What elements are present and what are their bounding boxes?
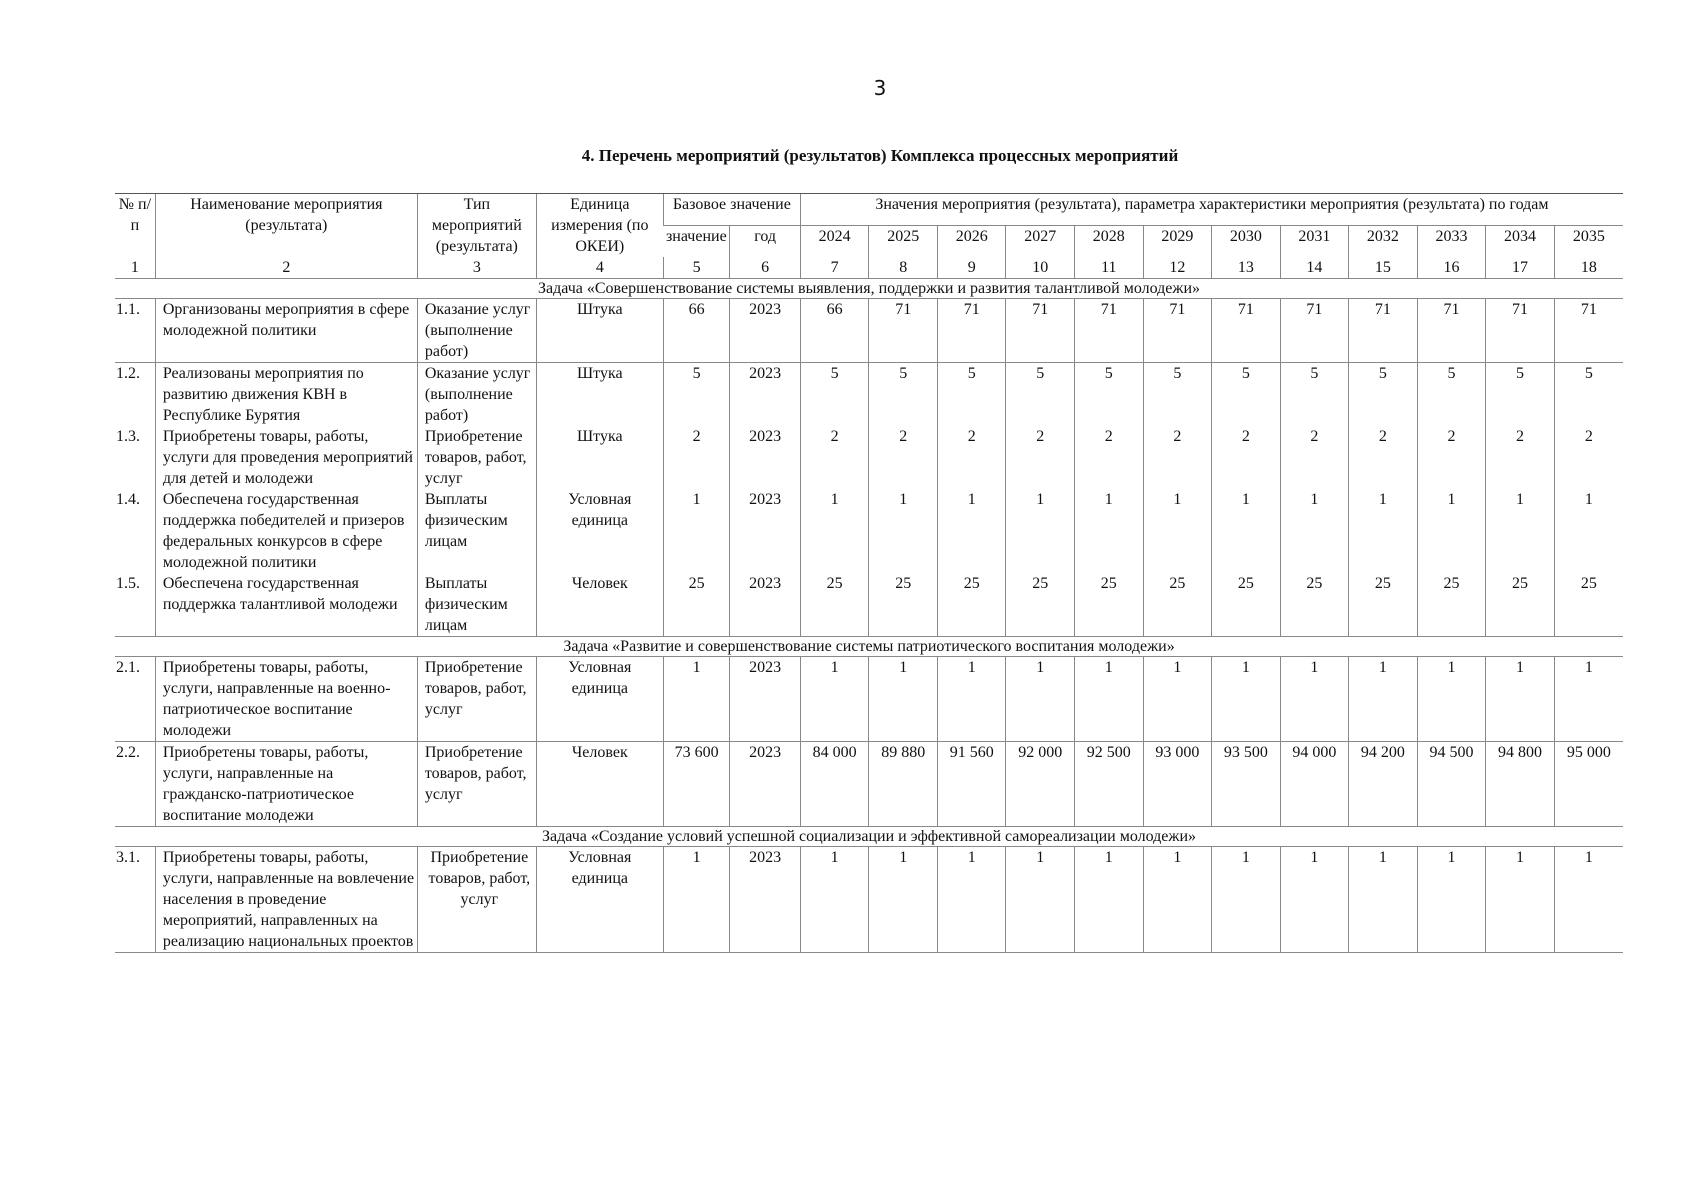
table-row [115,363,1623,427]
row-year-value: 94 200 [1349,742,1418,827]
row-year-value: 5 [1006,363,1075,427]
row-year-value: 2 [1006,426,1075,489]
row-year-value: 71 [1280,299,1349,363]
header-years-group: Значения мероприятия (результата), параметра характеристики мероприятия (результата) по годам [800,194,1623,226]
row-base-value: 66 [663,299,730,363]
task-row [115,827,1623,847]
row-year-value: 5 [1280,363,1349,427]
header-column-number: 6 [730,257,801,279]
header-column-number: 8 [869,257,938,279]
row-type: Приобретение товаров, работ, услуг [417,847,536,953]
header-column-numbers [115,257,1623,279]
table-row [115,489,1623,573]
row-year-value: 1 [1280,847,1349,953]
row-type: Приобретение товаров, работ, услуг [417,426,536,489]
row-year-value: 1 [1006,489,1075,573]
row-year-value: 5 [1212,363,1281,427]
row-year-value: 2 [937,426,1006,489]
task-title: Задача «Совершенствование системы выявления, поддержки и развития талантливой молодежи» [115,279,1623,299]
row-year-value: 1 [1075,657,1144,742]
row-year-value: 5 [1143,363,1212,427]
row-year-value: 2 [1486,426,1555,489]
header-base-year: год [730,226,801,257]
header-year: 2027 [1006,226,1075,257]
row-year-value: 1 [1006,847,1075,953]
row-number: 1.1. [116,301,140,318]
row-year-value: 1 [1212,847,1281,953]
header-year: 2034 [1486,226,1555,257]
row-unit: Условная единица [536,657,663,742]
row-year-value: 71 [1417,299,1486,363]
row-year-value: 1 [1554,847,1623,953]
row-year-value: 1 [1417,657,1486,742]
row-year-value: 1 [1212,489,1281,573]
header-year: 2024 [800,226,869,257]
row-base-value: 1 [663,489,730,573]
row-year-value: 1 [800,657,869,742]
row-year-value: 25 [1554,573,1623,637]
row-year-value: 25 [937,573,1006,637]
header-base-group: Базовое значение [663,194,800,226]
row-name: Приобретены товары, работы, услуги, направленные на военно-патриотическое воспитание молодежи [155,657,417,742]
document-title: 4. Перечень мероприятий (результатов) Комплекса процессных мероприятий [581,146,1179,165]
row-year-value: 2 [1143,426,1212,489]
row-year-value: 2 [869,426,938,489]
header-unit: Единица измерения (по ОКЕИ) [536,194,663,258]
row-year-value: 5 [1554,363,1623,427]
row-year-value: 25 [1006,573,1075,637]
header-column-number: 12 [1143,257,1212,279]
row-year-value: 94 500 [1417,742,1486,827]
row-year-value: 2 [1212,426,1281,489]
row-year-value: 1 [1075,489,1144,573]
row-year-value: 5 [937,363,1006,427]
row-year-value: 92 000 [1006,742,1075,827]
header-year: 2035 [1554,226,1623,257]
row-year-value: 2 [1417,426,1486,489]
row-year-value: 1 [800,489,869,573]
row-unit: Человек [536,573,663,637]
row-year-value: 1 [1143,657,1212,742]
row-year-value: 1 [937,657,1006,742]
row-year-value: 1 [1212,657,1281,742]
row-year-value: 1 [1554,489,1623,573]
row-unit: Штука [536,426,663,489]
row-year-value: 93 500 [1212,742,1281,827]
header-column-number: 2 [155,257,417,279]
row-year-value: 71 [937,299,1006,363]
header-column-number: 18 [1554,257,1623,279]
row-year-value: 2 [1280,426,1349,489]
measures-body [115,279,1623,953]
row-base-year: 2023 [730,657,801,742]
row-year-value: 71 [1143,299,1212,363]
row-type: Выплаты физическим лицам [417,573,536,637]
row-year-value: 2 [1554,426,1623,489]
task-title: Задача «Создание условий успешной социализации и эффективной самореализации молодежи» [115,827,1623,847]
header-year: 2030 [1212,226,1281,257]
table-row [115,426,1623,489]
header-column-number: 1 [130,259,139,276]
row-unit: Условная единица [536,489,663,573]
row-base-value: 5 [663,363,730,427]
row-year-value: 1 [1349,657,1418,742]
table-row [115,847,1623,953]
row-name: Приобретены товары, работы, услуги, направленные на гражданско-патриотическое воспитание молодежи [155,742,417,827]
row-year-value: 1 [800,847,869,953]
task-row [115,279,1623,299]
row-base-value: 73 600 [663,742,730,827]
row-unit: Штука [536,299,663,363]
row-name: Реализованы мероприятия по развитию движения КВН в Республике Бурятия [155,363,417,427]
row-number: 1.3. [116,428,140,445]
row-year-value: 1 [1280,657,1349,742]
table-row [115,742,1623,827]
header-year: 2033 [1417,226,1486,257]
row-number: 1.4. [116,491,140,508]
header-column-number: 13 [1212,257,1281,279]
row-base-value: 1 [663,657,730,742]
header-year: 2031 [1280,226,1349,257]
row-number: 2.2. [115,742,155,827]
row-year-value: 66 [800,299,869,363]
row-year-value: 91 560 [937,742,1006,827]
header-name: Наименование мероприятия (результата) [155,194,417,258]
row-year-value: 25 [1417,573,1486,637]
row-year-value: 1 [937,847,1006,953]
row-year-value: 71 [1486,299,1555,363]
row-number: 2.1. [116,659,140,676]
row-name: Обеспечена государственная поддержка талантливой молодежи [155,573,417,637]
table-row [115,573,1623,637]
row-year-value: 1 [1486,657,1555,742]
row-year-value: 5 [869,363,938,427]
row-base-value: 2 [663,426,730,489]
row-year-value: 95 000 [1554,742,1623,827]
header-column-number: 17 [1486,257,1555,279]
row-unit: Условная единица [536,847,663,953]
header-column-number: 3 [417,257,536,279]
row-year-value: 92 500 [1075,742,1144,827]
row-base-year: 2023 [730,299,801,363]
row-year-value: 1 [1486,847,1555,953]
row-year-value: 89 880 [869,742,938,827]
row-year-value: 71 [869,299,938,363]
row-year-value: 1 [1280,489,1349,573]
page-number: 3 [873,76,887,100]
header-column-number: 5 [663,257,730,279]
row-year-value: 5 [1417,363,1486,427]
row-type: Оказание услуг (выполнение работ) [417,363,536,427]
row-year-value: 1 [1417,489,1486,573]
header-column-number: 15 [1349,257,1418,279]
header-column-number: 9 [937,257,1006,279]
row-year-value: 1 [869,489,938,573]
row-base-year: 2023 [730,573,801,637]
row-type: Выплаты физическим лицам [417,489,536,573]
table-row [115,299,1623,363]
row-year-value: 25 [1212,573,1281,637]
table-row [115,657,1623,742]
row-number: 1.2. [115,363,155,427]
row-year-value: 25 [1486,573,1555,637]
row-unit: Человек [536,742,663,827]
row-year-value: 1 [869,847,938,953]
header-column-number: 16 [1417,257,1486,279]
row-year-value: 1 [1349,847,1418,953]
row-number: 3.1. [115,847,155,953]
row-name: Обеспечена государственная поддержка победителей и призеров федеральных конкурсов в сфере молодежной политики [155,489,417,573]
header-type: Тип мероприятий (результата) [417,194,536,258]
row-number: 1.5. [116,575,140,592]
row-year-value: 1 [869,657,938,742]
row-year-value: 2 [1349,426,1418,489]
row-year-value: 94 800 [1486,742,1555,827]
row-year-value: 1 [1417,847,1486,953]
row-type: Приобретение товаров, работ, услуг [417,657,536,742]
measures-table [115,193,1623,953]
row-year-value: 1 [1486,489,1555,573]
row-year-value: 1 [1349,489,1418,573]
header-base-value: значение [665,228,727,246]
task-row [115,637,1623,657]
row-year-value: 1 [1143,489,1212,573]
row-year-value: 25 [800,573,869,637]
row-type: Приобретение товаров, работ, услуг [417,742,536,827]
row-base-year: 2023 [730,847,801,953]
row-year-value: 94 000 [1280,742,1349,827]
row-year-value: 1 [1143,847,1212,953]
header-year: 2032 [1349,226,1418,257]
row-year-value: 71 [1006,299,1075,363]
row-year-value: 5 [1349,363,1418,427]
header-column-number: 7 [800,257,869,279]
row-year-value: 1 [1006,657,1075,742]
row-year-value: 25 [1075,573,1144,637]
row-name: Приобретены товары, работы, услуги для проведения мероприятий для детей и молодежи [155,426,417,489]
header-year: 2026 [937,226,1006,257]
row-year-value: 25 [869,573,938,637]
row-year-value: 25 [1143,573,1212,637]
row-base-year: 2023 [730,489,801,573]
row-year-value: 2 [800,426,869,489]
row-name: Организованы мероприятия в сфере молодежной политики [155,299,417,363]
row-base-value: 1 [663,847,730,953]
row-name: Приобретены товары, работы, услуги, направленные на вовлечение населения в проведение мероприятий, направленных на реализацию национальных проектов [155,847,417,953]
row-year-value: 71 [1554,299,1623,363]
row-year-value: 71 [1075,299,1144,363]
row-year-value: 71 [1212,299,1281,363]
header-year: 2029 [1143,226,1212,257]
row-year-value: 71 [1349,299,1418,363]
row-base-year: 2023 [730,363,801,427]
row-unit: Штука [536,363,663,427]
header-year: 2025 [869,226,938,257]
header-column-number: 11 [1075,257,1144,279]
row-base-year: 2023 [730,426,801,489]
row-year-value: 1 [1075,847,1144,953]
task-title: Задача «Развитие и совершенствование системы патриотического воспитания молодежи» [115,637,1623,657]
row-base-year: 2023 [730,742,801,827]
row-year-value: 1 [1554,657,1623,742]
row-year-value: 5 [1486,363,1555,427]
header-column-number: 10 [1006,257,1075,279]
header-year: 2028 [1075,226,1144,257]
row-year-value: 5 [1075,363,1144,427]
row-base-value: 25 [663,573,730,637]
row-year-value: 5 [800,363,869,427]
row-year-value: 1 [937,489,1006,573]
row-type: Оказание услуг (выполнение работ) [417,299,536,363]
header-column-number: 4 [536,257,663,279]
row-year-value: 84 000 [800,742,869,827]
row-year-value: 2 [1075,426,1144,489]
header-column-number: 14 [1280,257,1349,279]
row-year-value: 25 [1349,573,1418,637]
header-number: № п/п [115,194,155,258]
row-year-value: 93 000 [1143,742,1212,827]
row-year-value: 25 [1280,573,1349,637]
